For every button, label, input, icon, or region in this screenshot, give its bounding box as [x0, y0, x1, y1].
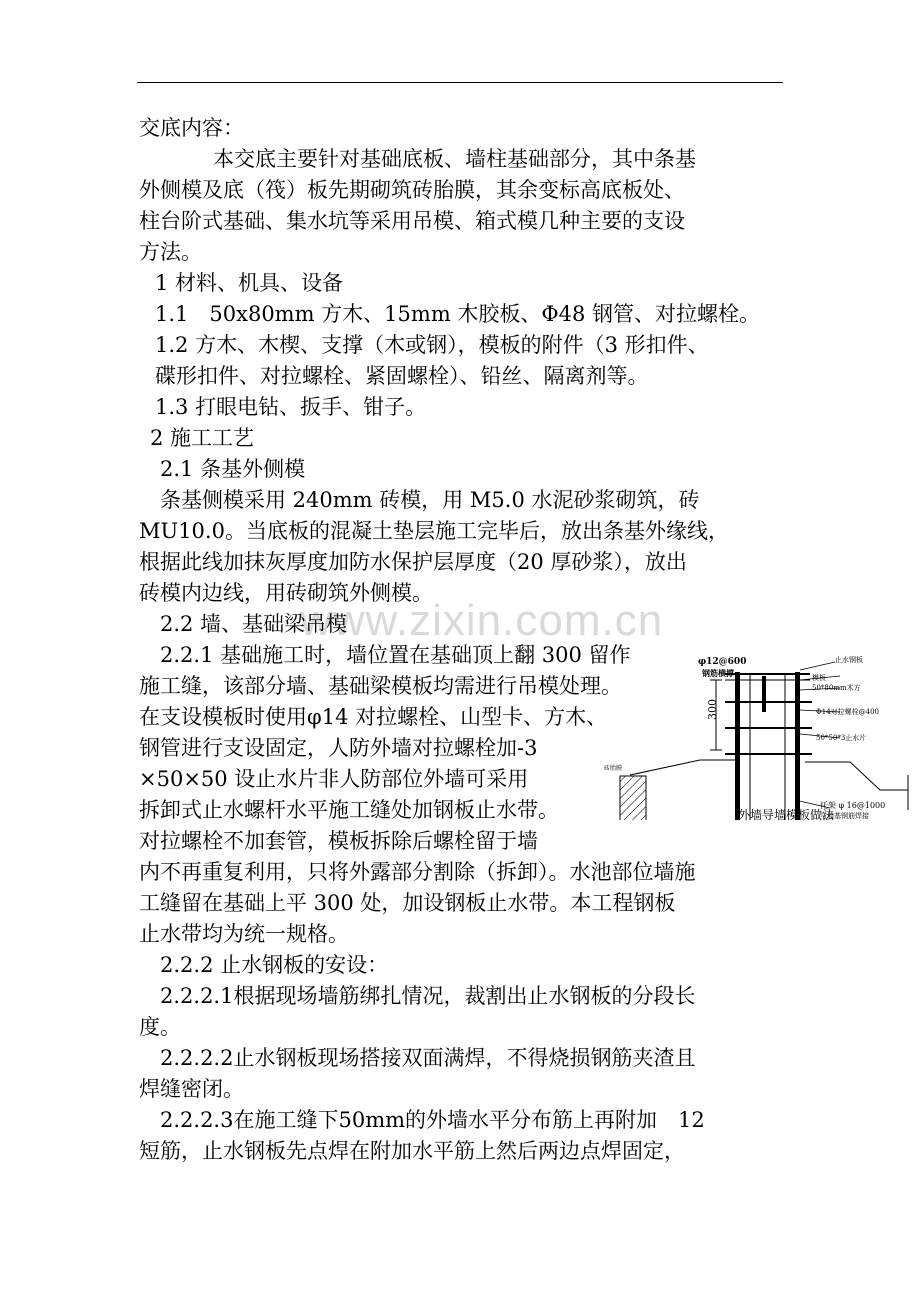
subsection-heading: 2.2 墙、基础梁吊模 — [160, 612, 348, 636]
text-line: 外侧模及底（筏）板先期砌筑砖胎膜，其余变标高底板处、 — [139, 178, 685, 202]
text-line: 交底内容： — [139, 116, 244, 140]
text-line: 本交底主要针对基础底板、墙柱基础部分，其中条基 — [213, 147, 696, 171]
text-line: 拆卸式止水螺杆水平施工缝处加钢板止水带。 — [139, 798, 559, 822]
text-line: 短筋，止水钢板先点焊在附加水平筋上然后两边点焊固定， — [139, 1139, 685, 1163]
watermark-text: www.zixin.com.cn — [300, 596, 664, 645]
section-heading: 1 材料、机具、设备 — [155, 271, 344, 295]
text-line: MU10.0。当底板的混凝土垫层施工完毕后，放出条基外缘线， — [139, 519, 729, 543]
text-line: 施工缝，该部分墙、基础梁模板均需进行吊模处理。 — [139, 674, 622, 698]
label-water-stop-piece: 50*50*3止水片 — [816, 734, 867, 742]
text-line: 2.2.2.2止水钢板现场搭接双面满焊，不得烧损钢筋夹渣且 — [160, 1046, 696, 1070]
text-line: 钢管进行支设固定，人防外墙对拉螺栓加-3 — [139, 736, 538, 760]
text-line: 2.2.2.1根据现场墙筋绑扎情况，裁割出止水钢板的分段长 — [160, 984, 696, 1008]
subsection-heading: 2.1 条基外侧模 — [160, 457, 306, 481]
subsection-heading: 2.2.2 止水钢板的安设： — [160, 953, 389, 977]
wall-formwork-diagram — [590, 650, 920, 830]
text-line: 对拉螺栓不加套管，模板拆除后螺栓留于墙 — [139, 829, 538, 853]
label-bracket: 托架 φ 16@1000 — [820, 801, 886, 810]
text-line: 2.2.2.3在施工缝下50mm的外墙水平分布筋上再附加 12 — [160, 1108, 705, 1132]
text-line: 1.2 方木、木楔、支撑（木或钢），模板的附件（3 形扣件、 — [155, 333, 709, 357]
text-line: 1.1 50x80mm 方木、15mm 木胶板、Φ48 钢管、对拉螺栓。 — [155, 302, 761, 326]
text-line: 止水带均为统一规格。 — [139, 922, 349, 946]
text-line: 1.3 打眼电钻、扳手、钳子。 — [155, 395, 427, 419]
header-rule — [137, 82, 783, 83]
label-tie-bar: φ12@600 — [698, 657, 747, 667]
label-brick-mould: 砖胎膜 — [604, 765, 623, 772]
text-line: 碟形扣件、对拉螺栓、紧固螺栓）、铅丝、隔离剂等。 — [155, 364, 649, 388]
label-form-board: 模板 — [812, 674, 826, 682]
text-line: 柱台阶式基础、集水坑等采用吊模、箱式模几种主要的支设 — [139, 209, 685, 233]
figure-caption: 外墙导墙模板做法 — [738, 808, 835, 822]
text-line: 内不再重复利用，只将外露部分割除（拆卸）。水池部位墙施 — [139, 860, 696, 884]
label-timber: 50*80mm木方 — [812, 684, 861, 692]
text-line: 在支设模板时使用φ14 对拉螺栓、山型卡、方木、 — [139, 705, 608, 729]
text-line: 2.2.1 基础施工时，墙位置在基础顶上翻 300 留作 — [160, 643, 631, 667]
section-heading: 2 施工工艺 — [150, 426, 255, 450]
label-tie-bolt: Φ14对拉螺栓@400 — [816, 708, 880, 716]
text-line: 根据此线加抹灰厚度加防水保护层厚度（20 厚砂浆），放出 — [139, 550, 687, 574]
text-line: 方法。 — [139, 240, 202, 264]
text-line: 砖模内边线，用砖砌筑外侧模。 — [139, 581, 433, 605]
label-steel-strut: 钢筋横撑 — [702, 668, 734, 678]
label-water-stop: 止水钢板 — [835, 656, 863, 664]
text-line: 工缝留在基础上平 300 处，加设钢板止水带。本工程钢板 — [139, 891, 676, 915]
text-line: ×50×50 设止水片非人防部位外墙可采用 — [139, 767, 529, 791]
label-weld: 与墙基钢筋焊接 — [820, 812, 869, 820]
label-dim-300: 300 — [706, 699, 719, 720]
text-line: 条基侧模采用 240mm 砖模，用 M5.0 水泥砂浆砌筑，砖 — [160, 488, 700, 512]
text-line: 焊缝密闭。 — [139, 1077, 244, 1101]
text-line: 度。 — [139, 1015, 181, 1039]
